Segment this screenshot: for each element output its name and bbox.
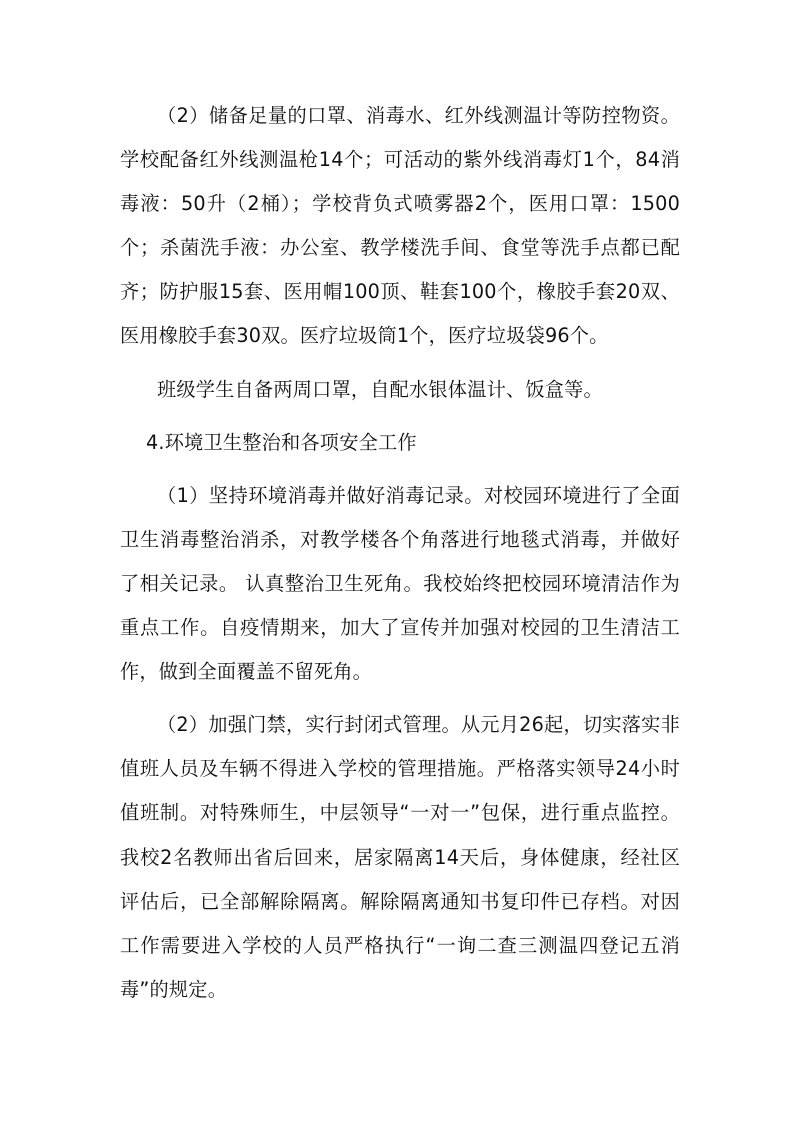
document-body [120, 94, 680, 1012]
paragraph-supplies: （2）储备足量的口罩、消毒水、红外线测温计等防控物资。学校配备红外线测温枪14个；可活动的紫外线消毒灯1个，84消毒液：50升（2桶）；学校背负式喷雾器2个，医用口罩：1500个；杀菌洗手液：办公室、教学楼洗手间、食堂等洗手点都已配齐；防护服15套、医用帽100顶、鞋套100个，橡胶手套20双、医用橡胶手套30双。医疗垃圾筒1个，医疗垃圾袋96个。 [120, 104, 680, 348]
section-heading-environment-safety: 4.环境卫生整治和各项安全工作 [146, 430, 417, 454]
paragraph-student-supplies: 班级学生自备两周口罩，自配水银体温计、饭盒等。 [157, 377, 603, 401]
paragraph-access-control: （2）加强门禁，实行封闭式管理。从元月26起，切实落实非值班人员及车辆不得进入学校的管理措施。严格落实领导24小时值班制。对特殊师生，中层领导“一对一”包保，进行重点监控。我校2名教师出省后回来，居家隔离14天后，身体健康，经社区评估后，已全部解除隔离。解除隔离通知书复印件已存档。对因工作需要进入学校的人员严格执行“一询二查三测温四登记五消毒”的规定。 [120, 713, 680, 1001]
paragraph-disinfection: （1）坚持环境消毒并做好消毒记录。对校园环境进行了全面卫生消毒整治消杀，对教学楼各个角落进行地毯式消毒，并做好了相关记录。 认真整治卫生死角。我校始终把校园环境清洁作为重点工作。自疫情期来，加大了宣传并加强对校园的卫生清洁工作，做到全面覆盖不留死角。 [120, 483, 680, 684]
